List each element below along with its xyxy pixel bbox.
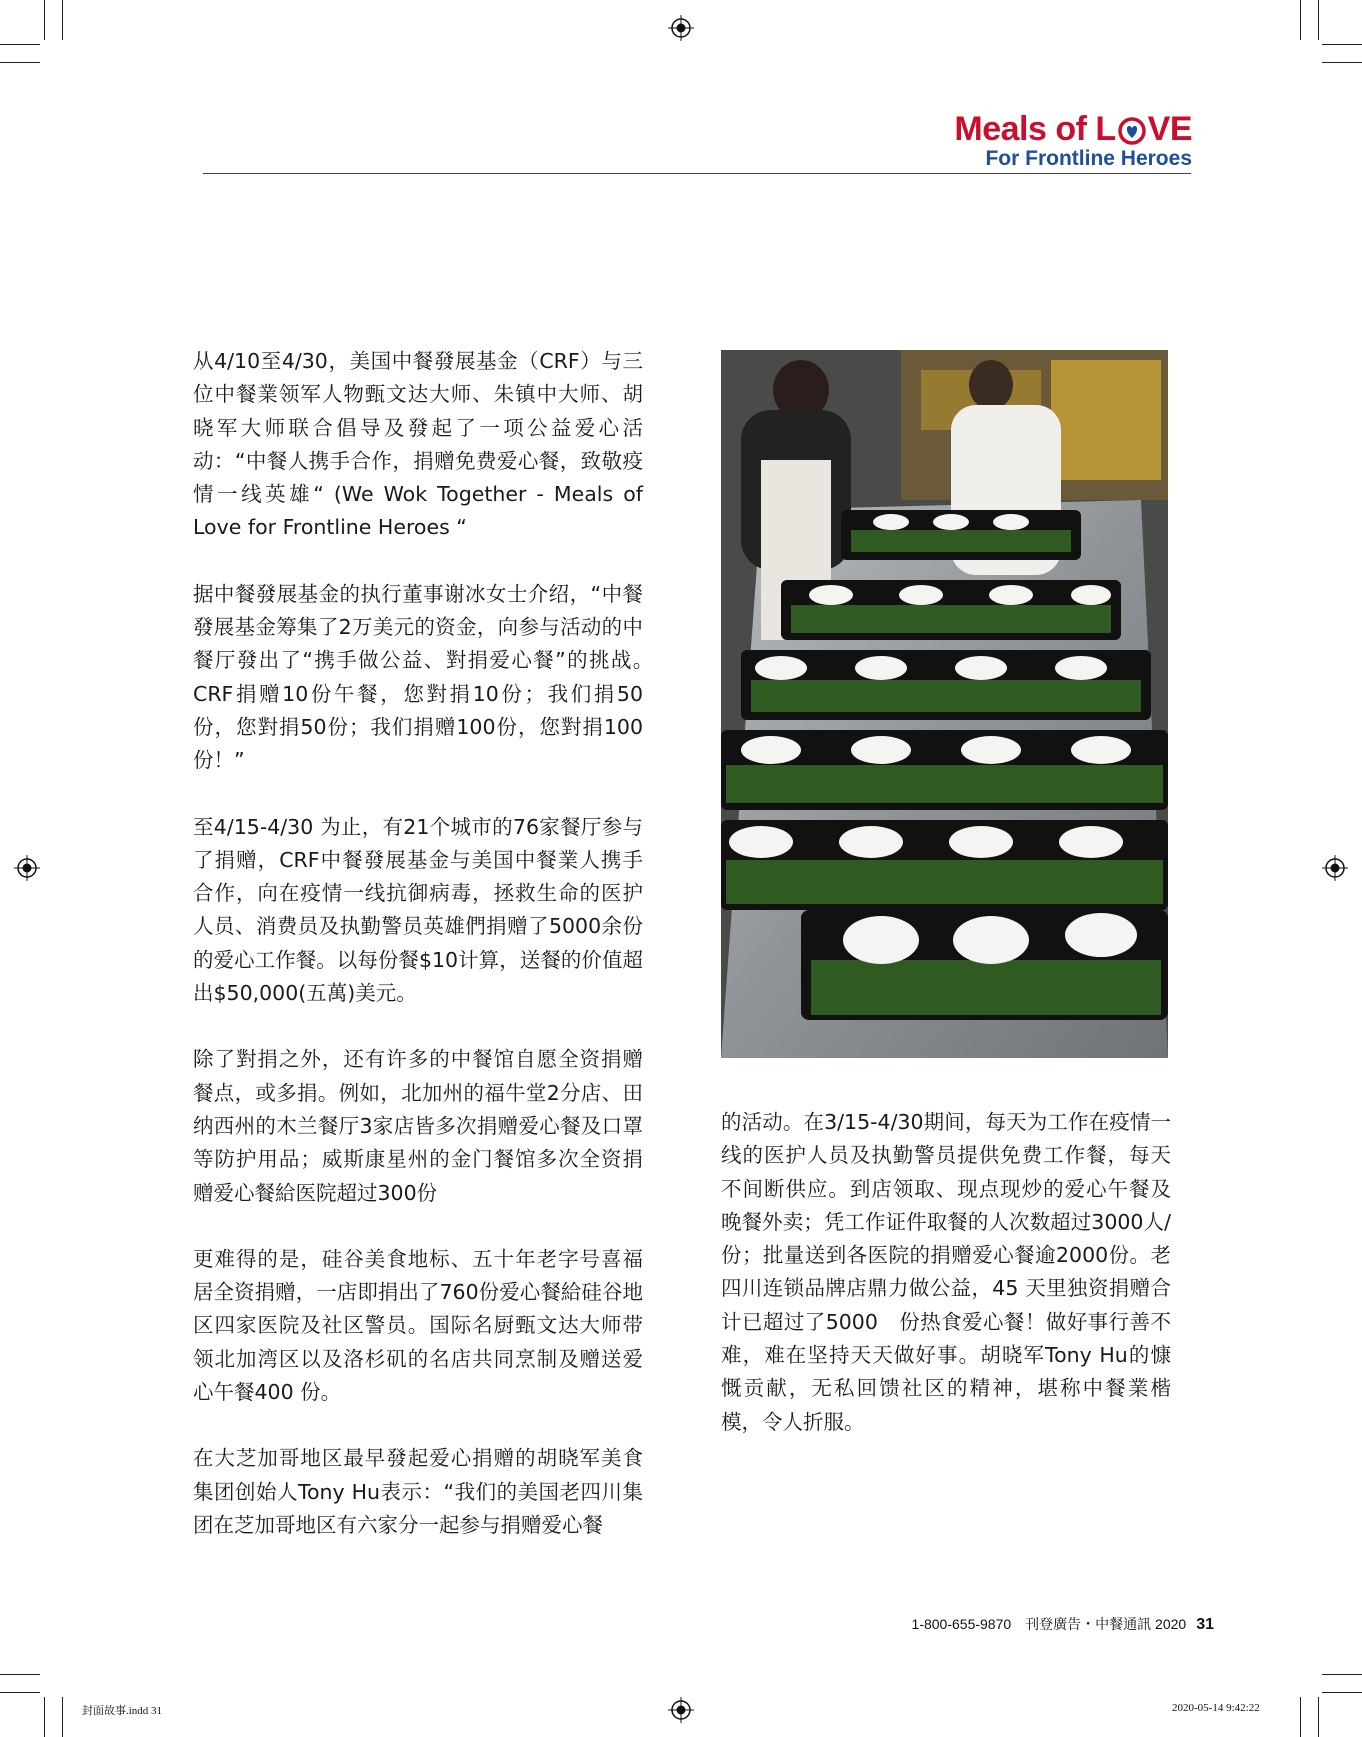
- logo-title-part1: Meals of L: [954, 110, 1116, 148]
- crop-mark: [0, 44, 40, 45]
- meal-boxes-illustration: [721, 350, 1168, 1058]
- meals-of-love-logo: [954, 112, 1192, 169]
- logo-subtitle: For Frontline Heroes: [985, 147, 1192, 171]
- crop-mark: [44, 1697, 45, 1737]
- heart-globe-icon: [1117, 116, 1147, 146]
- paragraph: 除了對捐之外，还有许多的中餐馆自愿全资捐赠餐点，或多捐。例如，北加州的福牛堂2分店、田纳西州的木兰餐厅3家店皆多次捐赠爱心餐及口罩等防护用品；威斯康星州的金门餐馆多次全资捐赠爱心餐給医院超过300份: [193, 1047, 643, 1205]
- paragraph: 从4/10至4/30，美国中餐發展基金（CRF）与三位中餐業领军人物甄文达大师、朱镇中大师、胡晓军大师联合倡导及發起了一项公益爱心活动：“中餐人携手合作，捐赠免费爱心餐，致敬疫情一线英雄“ (We Wok Together - Meals of Love for Frontline Heroes “: [193, 349, 643, 540]
- article-left-column: [193, 345, 664, 1575]
- footer-contact: 1-800-655-9870 刊登廣告・中餐通訊 2020: [911, 1616, 1187, 1632]
- slug-file: 封面故事.indd 31: [82, 1705, 163, 1717]
- crop-mark: [1322, 44, 1362, 45]
- crop-mark: [1322, 1674, 1362, 1675]
- crop-mark: [0, 1692, 40, 1693]
- crop-mark: [44, 0, 45, 40]
- registration-mark-icon: [14, 855, 40, 881]
- crop-mark: [1322, 62, 1362, 63]
- crop-mark: [1300, 1697, 1301, 1737]
- registration-mark-icon: [1322, 855, 1348, 881]
- registration-mark-icon: [668, 1697, 694, 1723]
- header-rule: [203, 173, 1191, 174]
- paragraph: 更难得的是，硅谷美食地标、五十年老字号喜福居全资捐赠，一店即捐出了760份爱心餐給硅谷地区四家医院及社区警员。国际名厨甄文达大师带领北加湾区以及洛杉矶的名店共同烹制及赠送爱心午餐400 份。: [193, 1246, 643, 1405]
- crop-mark: [1322, 1692, 1362, 1693]
- crop-mark: [0, 1674, 40, 1675]
- page-number: 31: [1196, 1616, 1214, 1633]
- paragraph: 在大芝加哥地区最早發起爱心捐赠的胡晓军美食集团创始人Tony Hu表示：“我们的美国老四川集团在芝加哥地区有六家分一起参与捐赠爱心餐: [193, 1446, 643, 1537]
- paragraph: 据中餐發展基金的执行董事谢冰女士介绍，“中餐發展基金筹集了2万美元的资金，向参与活动的中餐厅發出了“携手做公益、對捐爱心餐”的挑战。 CRF捐赠10份午餐，您對捐10份；我们捐50 份，您對捐50份；我们捐赠100份，您對捐100份！”: [193, 581, 664, 773]
- crop-mark: [62, 1697, 63, 1737]
- logo-title-part2: VE: [1147, 110, 1192, 148]
- crop-mark: [1318, 1697, 1319, 1737]
- crop-mark: [62, 0, 63, 40]
- page-footer: [912, 1614, 1214, 1634]
- kitchen-photo: [721, 350, 1168, 1058]
- logo-title: [954, 112, 1192, 146]
- registration-mark-icon: [668, 15, 694, 41]
- article-right-column: [721, 1106, 1171, 1472]
- paragraph: 至4/15-4/30 为止，有21个城市的76家餐厅参与了捐赠，CRF中餐發展基金与美国中餐業人携手合作，向在疫情一线抗御病毒，拯救生命的医护人员、消费员及执勤警员英雄們捐赠了5000余份的爱心工作餐。以每份餐$10计算，送餐的价值超出$50,000(五萬)美元。: [193, 814, 643, 1006]
- crop-mark: [0, 62, 40, 63]
- crop-mark: [1300, 0, 1301, 40]
- paragraph: 的活动。在3/15-4/30期间，每天为工作在疫情一线的医护人员及执勤警员提供免费工作餐，每天不间断供应。到店领取、现点现炒的爱心午餐及晚餐外卖；凭工作证件取餐的人次数超过3000人/份；批量送到各医院的捐赠爱心餐逾2000份。老四川连锁品牌店鼎力做公益，45 天里独资捐赠合计已超过了5000 份热食爱心餐！做好事行善不难，难在坚持天天做好事。胡晓军Tony Hu的慷慨贡献，无私回馈社区的精神，堪称中餐業楷模，令人折服。: [721, 1110, 1171, 1434]
- slug-timestamp: 2020-05-14 9:42:22: [1172, 1702, 1260, 1714]
- crop-mark: [1318, 0, 1319, 40]
